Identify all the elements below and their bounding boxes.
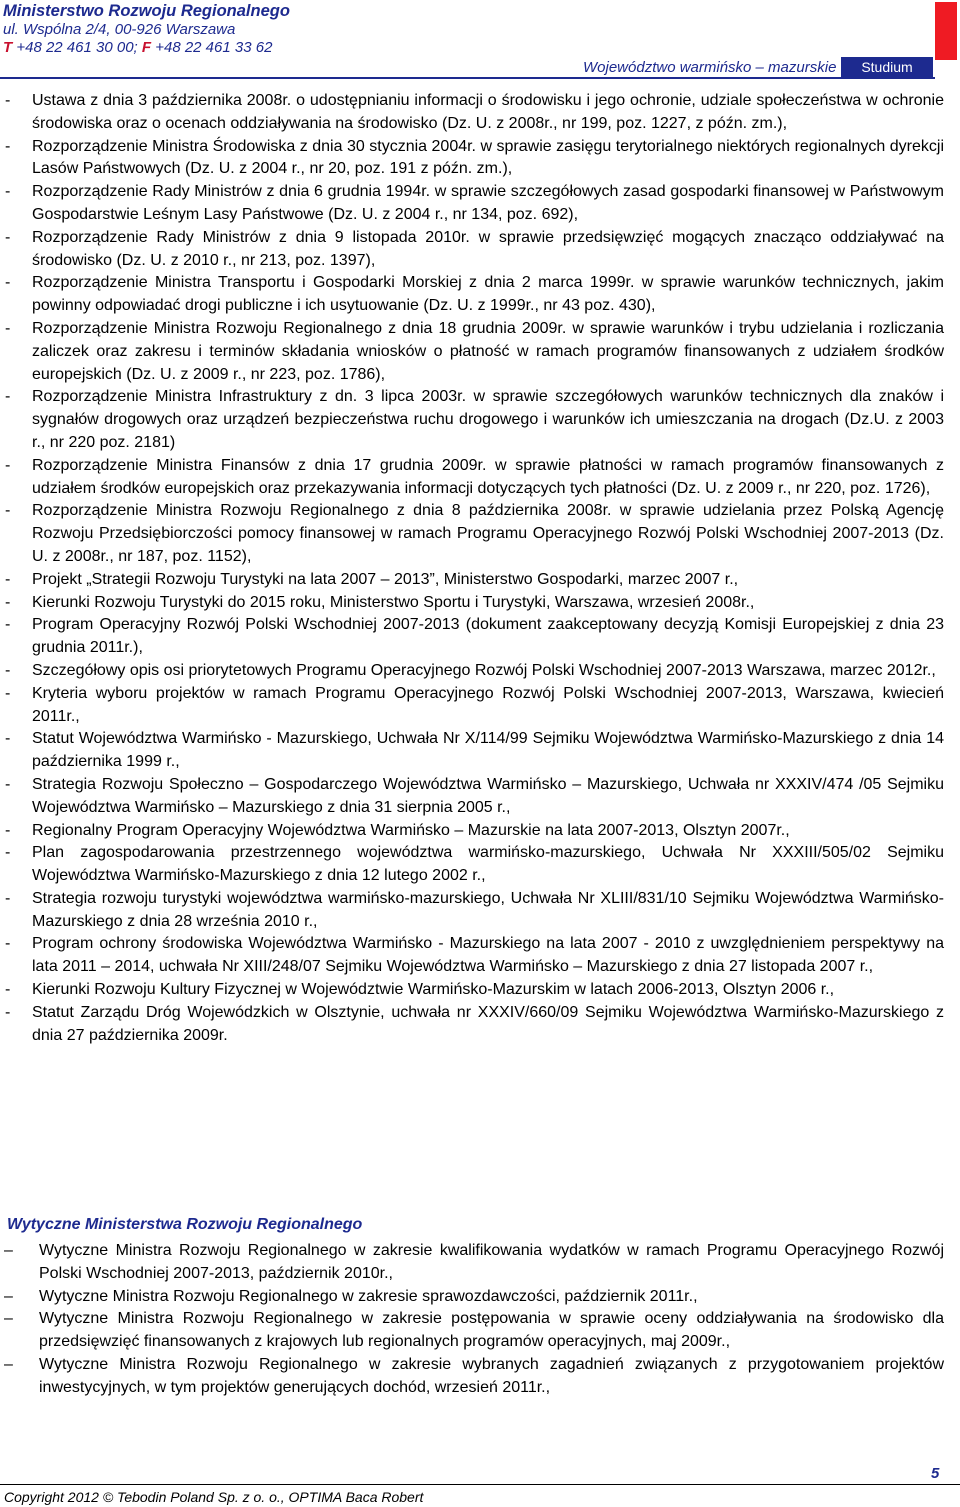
list-item [0, 90, 960, 136]
list-item-text: Szczegółowy opis osi priorytetowych Programu Operacyjnego Rozwój Polski Wschodniej 2007-2013 Warszawa, marzec 2012r., [32, 661, 936, 679]
list-bullet: - [5, 1003, 11, 1021]
list-item-text: Wytyczne Ministra Rozwoju Regionalnego w zakresie sprawozdawczości, październik 2011r., [39, 1287, 698, 1305]
list-item [0, 136, 960, 182]
list-item [0, 1286, 960, 1309]
phone-f-number: +48 22 461 33 62 [151, 39, 273, 56]
list-item-text: Rozporządzenie Ministra Rozwoju Regionalnego z dnia 8 października 2008r. w sprawie udzielania przez Polską Agencję Rozwoju Przedsiębiorczości pomocy finansowej w ramach Programu Operacyjnego Rozwój Polski Wschodniej 2007-2013 (Dz. U. z 2008r., nr 187, poz. 1152), [32, 502, 944, 565]
guidelines-list [0, 1240, 960, 1400]
list-item-text: Rozporządzenie Ministra Transportu i Gospodarki Morskiej z dnia 2 marca 1999r. w sprawie warunków technicznych, jakim powinny odpowiadać drogi publiczne i ich usytuowanie (Dz. U. z 1999r., nr 43 poz. 430), [32, 274, 944, 315]
list-bullet: - [5, 274, 11, 292]
ministry-name: Ministerstwo Rozwoju Regionalnego [3, 2, 290, 20]
list-item [0, 227, 960, 273]
list-item-text: Statut Zarządu Dróg Wojewódzkich w Olsztynie, uchwała nr XXXIV/660/09 Sejmiku Województwa Warmińsko-Mazurskiego z dnia 27 października 2009r. [32, 1003, 944, 1044]
list-item-text: Strategia rozwoju turystyki województwa warmińsko-mazurskiego, Uchwała Nr XLIII/831/10 Sejmiku Województwa Warmińsko-Mazurskiego z dnia 28 września 2010 r., [32, 889, 944, 930]
list-item [0, 1308, 960, 1354]
list-bullet: - [5, 593, 11, 611]
study-badge: Studium [841, 57, 933, 77]
list-bullet: – [4, 1355, 13, 1373]
list-item [0, 979, 960, 1002]
list-bullet: – [4, 1287, 13, 1305]
list-item [0, 1002, 960, 1048]
document-body [0, 90, 960, 1047]
list-bullet: – [4, 1310, 13, 1328]
list-bullet: - [5, 183, 11, 201]
list-bullet: - [5, 981, 11, 999]
footer-copyright: Copyright 2012 © Tebodin Poland Sp. z o. o., OPTIMA Baca Robert [4, 1489, 424, 1505]
list-item-text: Rozporządzenie Rady Ministrów z dnia 9 listopada 2010r. w sprawie przedsięwzięć mogących znacząco oddziaływać na środowisko (Dz. U. z 2010 r., nr 213, poz. 1397), [32, 228, 944, 269]
phone-t-key: T [3, 39, 13, 56]
list-bullet: - [5, 889, 11, 907]
list-item-text: Kryteria wyboru projektów w ramach Programu Operacyjnego Rozwój Polski Wschodniej 2007-2013, Warszawa, kwiecień 2011r., [32, 684, 944, 725]
list-item [0, 614, 960, 660]
list-item-text: Regionalny Program Operacyjny Województwa Warmińsko – Mazurskie na lata 2007-2013, Olsztyn 2007r., [32, 821, 790, 839]
list-bullet: - [5, 844, 11, 862]
list-item [0, 842, 960, 888]
list-item-text: Program ochrony środowiska Województwa Warmińsko - Mazurskiego na lata 2007 - 2010 z uwzględnieniem perspektywy na lata 2011 – 2014, uchwała Nr XIII/248/07 Sejmiku Województwa Warmińsko – Mazurskiego z dnia 27 listopada 2007 r., [32, 935, 944, 976]
list-item [0, 500, 960, 568]
list-item-text: Rozporządzenie Rady Ministrów z dnia 6 grudnia 1994r. w sprawie szczegółowych zasad gospodarki finansowej w Państwowym Gospodarstwie Leśnym Lasy Państwowe (Dz. U. z 2004 r., nr 134, poz. 692), [32, 183, 944, 223]
list-item-text: Wytyczne Ministra Rozwoju Regionalnego w zakresie kwalifikowania wydatków w ramach Programu Operacyjnego Rozwój Polski Wschodniej 2007-2013, październik 2010r., [39, 1242, 944, 1282]
references-list [0, 90, 960, 1047]
list-item [0, 455, 960, 501]
list-item-text: Ustawa z dnia 3 października 2008r. o udostępnianiu informacji o środowisku i jego ochronie, udziale społeczeństwa w ochronie środowiska oraz o ocenach oddziaływania na środowisko (Dz. U. z 2008r., nr 199, poz. 1227, z późn. zm.), [32, 92, 944, 132]
page-number: 5 [931, 1465, 940, 1482]
footer-rule [0, 1484, 960, 1485]
list-item [0, 660, 960, 683]
list-item [0, 683, 960, 729]
list-item [0, 774, 960, 820]
list-item-text: Rozporządzenie Ministra Infrastruktury z dn. 3 lipca 2003r. w sprawie szczegółowych warunków technicznych dla znaków i sygnałów drogowych oraz urządzeń bezpieczeństwa ruchu drogowego i warunków ich umieszczania na drogach (Dz.U. z 2003 r., nr 220 poz. 2181) [32, 388, 944, 451]
list-item-text: Rozporządzenie Ministra Rozwoju Regionalnego z dnia 18 grudnia 2009r. w sprawie warunków i trybu udzielania i rozliczania zaliczek oraz zakresu i terminów składania wniosków o płatność w ramach programów finansowanych z udziałem środków europejskich (Dz. U. z 2009 r., nr 223, poz. 1786), [32, 319, 944, 383]
list-item [0, 272, 960, 318]
list-bullet: - [5, 319, 11, 337]
list-item [0, 1240, 960, 1286]
list-bullet: - [5, 228, 11, 246]
list-item [0, 933, 960, 979]
document-header [0, 0, 960, 78]
list-bullet: - [5, 616, 11, 634]
list-bullet: - [5, 456, 11, 474]
guidelines-heading: Wytyczne Ministerstwa Rozwoju Regionalnego [7, 1216, 363, 1233]
list-bullet: - [5, 935, 11, 953]
list-bullet: - [5, 137, 11, 155]
list-bullet: - [5, 388, 11, 406]
ministry-phone [3, 39, 272, 56]
list-item-text: Plan zagospodarowania przestrzennego województwa warmińsko-mazurskiego, Uchwała Nr XXXIII/505/02 Sejmiku Województwa Warmińsko-Mazurskiego z dnia 12 lutego 2002 r., [32, 844, 944, 885]
list-item [0, 386, 960, 454]
list-item [0, 888, 960, 934]
list-item [0, 1354, 960, 1400]
list-item-text: Wytyczne Ministra Rozwoju Regionalnego w zakresie postępowania w sprawie oceny oddziaływania na środowisko dla przedsięwzięć finansowanych z krajowych lub regionalnych programów operacyjnych, maj 2009r., [39, 1310, 944, 1351]
list-bullet: - [5, 821, 11, 839]
list-item [0, 181, 960, 227]
list-item-text: Wytyczne Ministra Rozwoju Regionalnego w zakresie wybranych zagadnień związanych z przygotowaniem projektów inwestycyjnych, w tym projektów generujących dochód, wrzesień 2011r., [39, 1355, 944, 1396]
list-item [0, 318, 960, 386]
list-item [0, 569, 960, 592]
list-item-text: Rozporządzenie Ministra Finansów z dnia 17 grudnia 2009r. w sprawie płatności w ramach programów finansowanych z udziałem środków europejskich oraz przekazywania informacji dotyczących tych płatności (Dz. U. z 2009 r., nr 220, poz. 1726), [32, 456, 944, 497]
list-item-text: Projekt „Strategii Rozwoju Turystyki na lata 2007 – 2013”, Ministerstwo Gospodarki, marzec 2007 r., [32, 570, 739, 588]
list-bullet: - [5, 502, 11, 520]
list-item-text: Strategia Rozwoju Społeczno – Gospodarczego Województwa Warmińsko – Mazurskiego, Uchwała nr XXXIV/474 /05 Sejmiku Województwa Warmińsko – Mazurskiego z dnia 31 sierpnia 2005 r., [32, 775, 944, 816]
list-item [0, 728, 960, 774]
list-bullet: - [5, 684, 11, 702]
phone-f-key: F [141, 39, 152, 56]
list-bullet: – [4, 1242, 13, 1259]
list-item-text: Program Operacyjny Rozwój Polski Wschodniej 2007-2013 (dokument zaakceptowany decyzją Komisji Europejskiej z dnia 23 grudnia 2011r.), [32, 616, 944, 657]
header-rule [0, 77, 935, 79]
ministry-address: ul. Wspólna 2/4, 00-926 Warszawa [3, 21, 236, 38]
list-bullet: - [5, 661, 11, 679]
list-bullet: - [5, 92, 11, 109]
list-bullet: - [5, 775, 11, 793]
red-accent-bar [935, 2, 957, 60]
guidelines-section [0, 1240, 960, 1400]
phone-t-number: +48 22 461 30 00; [12, 39, 142, 56]
list-item-text: Kierunki Rozwoju Kultury Fizycznej w Województwie Warmińsko-Mazurskim w latach 2006-2013, Olsztyn 2006 r., [32, 981, 835, 999]
list-bullet: - [5, 730, 11, 748]
list-item-text: Statut Województwa Warmińsko - Mazurskiego, Uchwała Nr X/114/99 Sejmiku Województwa Warmińsko-Mazurskiego z dnia 14 października 1999 r., [32, 730, 944, 771]
list-bullet: - [5, 570, 11, 588]
region-label: Województwo warmińsko – mazurskie [583, 59, 837, 76]
list-item-text: Rozporządzenie Ministra Środowiska z dnia 30 stycznia 2004r. w sprawie zasięgu terytorialnego niektórych regionalnych dyrekcji Lasów Państwowych (Dz. U. z 2004 r., nr 20, poz. 191 z późn. zm.), [32, 137, 944, 178]
list-item [0, 820, 960, 843]
list-item-text: Kierunki Rozwoju Turystyki do 2015 roku, Ministerstwo Sportu i Turystyki, Warszawa, wrzesień 2008r., [32, 593, 755, 611]
list-item [0, 592, 960, 615]
